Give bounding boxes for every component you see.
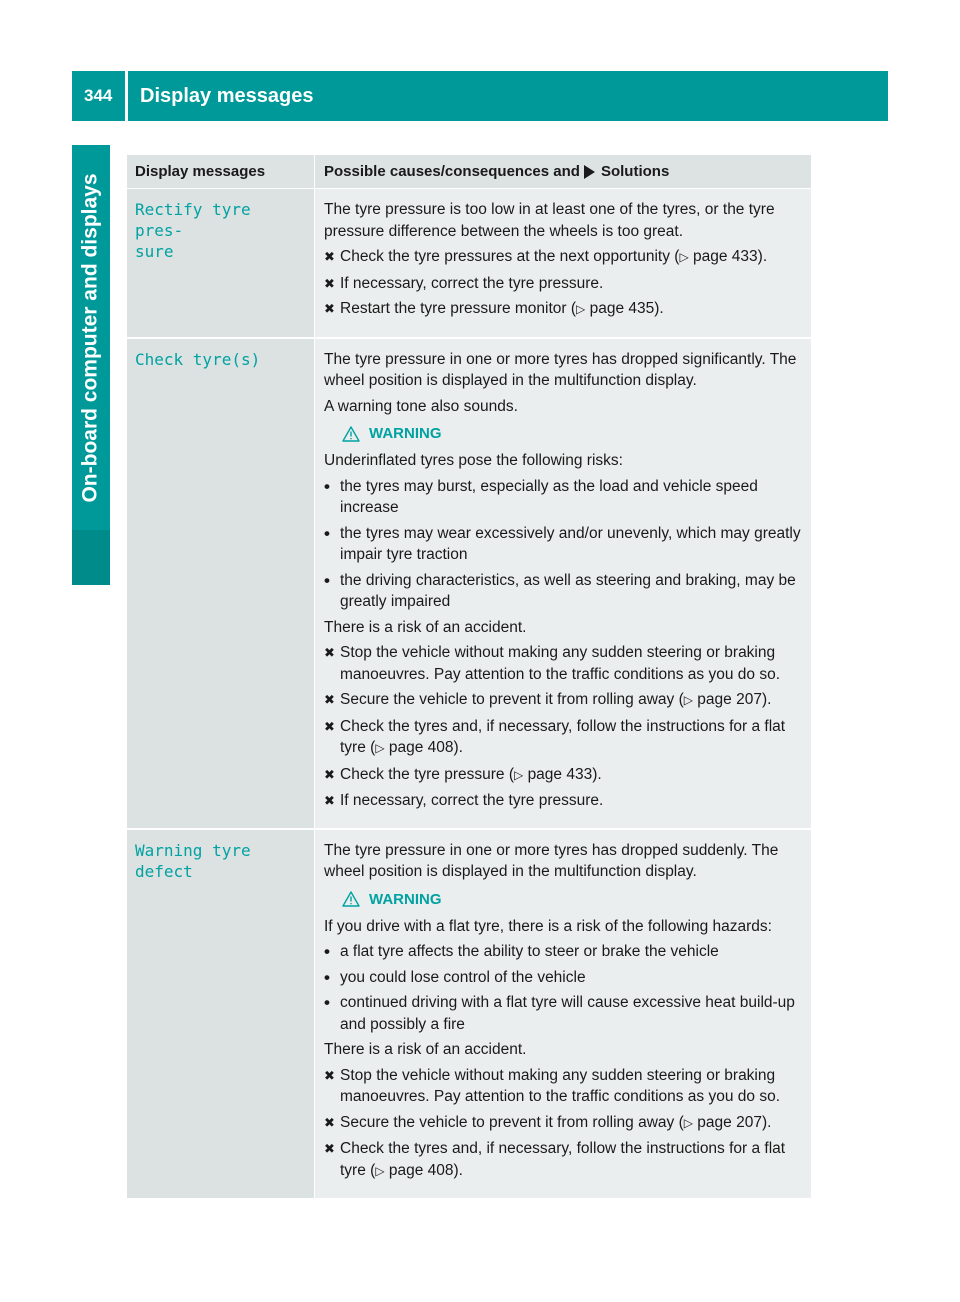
x-marker-icon: ✖ xyxy=(324,645,335,660)
warning-triangle-icon xyxy=(342,891,360,907)
risk-text: the tyres may wear excessively and/or unevenly, which may greatly impair tyre traction xyxy=(340,524,801,563)
bullet-icon: • xyxy=(324,967,330,987)
chapter-side-label-box xyxy=(72,145,110,530)
cause-text: The tyre pressure in one or more tyres has dropped significantly. The wheel position is displayed in the multifunction display. xyxy=(324,350,797,389)
warning-heading xyxy=(324,891,803,908)
instruction-step xyxy=(324,298,803,321)
column-header-solutions: Solutions xyxy=(600,163,670,180)
page-reference: page 408 xyxy=(388,739,454,756)
display-message-code: sure xyxy=(135,242,174,261)
risk-text: a flat tyre affects the ability to steer or brake the vehicle xyxy=(340,943,719,960)
risk-item xyxy=(324,476,803,519)
page-reference-arrow-icon: ▷ xyxy=(514,767,524,782)
causes-solutions-cell xyxy=(314,339,811,828)
x-marker-icon: ✖ xyxy=(324,793,335,808)
chapter-side-label: On-board computer and displays xyxy=(79,172,102,503)
display-message-cell xyxy=(127,339,314,828)
step-text-end: ). xyxy=(592,765,602,783)
cause-text: The tyre pressure in one or more tyres has dropped suddenly. The wheel position is displayed in the multifunction display. xyxy=(324,841,779,880)
display-message-code: Rectify tyre pres- xyxy=(135,200,251,240)
page-reference-arrow-icon: ▷ xyxy=(375,741,385,755)
column-header-causes-solutions xyxy=(314,155,811,188)
instruction-step xyxy=(324,689,803,712)
risk-item xyxy=(324,570,803,613)
display-messages-table xyxy=(127,155,811,1200)
x-marker-icon: ✖ xyxy=(324,275,335,291)
display-message-cell xyxy=(127,189,314,337)
table-row xyxy=(127,189,811,339)
x-marker-icon: ✖ xyxy=(324,1141,335,1156)
x-marker-icon: ✖ xyxy=(324,692,335,707)
step-text: Stop the vehicle without making any sudden steering or braking manoeuvres. Pay attention to the traffic conditions as you do so. xyxy=(340,644,781,683)
display-message-code: Warning tyre defect xyxy=(135,840,251,881)
table-body xyxy=(127,189,811,1200)
bullet-icon: • xyxy=(324,942,330,961)
step-text: Secure the vehicle to prevent it from rolling away ( xyxy=(340,1113,684,1131)
instruction-step xyxy=(324,716,803,760)
column-header-display-messages: Display messages xyxy=(135,163,266,180)
display-message-cell xyxy=(127,830,314,1199)
cause-text: A warning tone also sounds. xyxy=(324,397,518,415)
display-message-code: Check tyre(s) xyxy=(135,349,261,369)
risk-text: the driving characteristics, as well as steering and braking, may be greatly impaired xyxy=(340,571,796,610)
warning-triangle-icon xyxy=(342,426,360,442)
step-text: Check the tyres and, if necessary, follow the instructions for a flat tyre ( xyxy=(340,1140,786,1179)
x-marker-icon: ✖ xyxy=(324,249,335,264)
table-row xyxy=(127,830,811,1201)
instruction-step xyxy=(324,790,803,812)
page-reference-arrow-icon: ▷ xyxy=(683,1115,693,1130)
step-text: Check the tyres and, if necessary, follow the instructions for a flat tyre ( xyxy=(340,717,786,756)
page-reference: page 433 xyxy=(527,765,593,783)
chapter-side-tab-marker xyxy=(72,530,110,585)
table-header xyxy=(127,155,811,189)
page-reference: page 435 xyxy=(589,300,655,317)
page-reference-arrow-icon: ▷ xyxy=(679,250,689,264)
bullet-icon: • xyxy=(324,993,330,1012)
page-header xyxy=(72,71,888,121)
instruction-step xyxy=(324,1112,803,1135)
step-text-end: ). xyxy=(453,739,463,756)
x-marker-icon: ✖ xyxy=(324,766,335,782)
risk-text: continued driving with a flat tyre will cause excessive heat build-up and possibly a fire xyxy=(340,994,795,1033)
x-marker-icon: ✖ xyxy=(324,1114,335,1130)
risk-text: you could lose control of the vehicle xyxy=(340,968,586,986)
warning-label: WARNING xyxy=(369,890,442,908)
page-reference-arrow-icon: ▷ xyxy=(576,302,586,316)
instruction-step xyxy=(324,764,803,787)
step-text: Check the tyre pressures at the next opportunity ( xyxy=(340,248,680,265)
page-reference: page 433 xyxy=(693,248,758,265)
risk-item xyxy=(324,967,803,989)
instruction-step xyxy=(324,1065,803,1108)
step-text: If necessary, correct the tyre pressure. xyxy=(340,792,604,809)
step-text: Secure the vehicle to prevent it from rolling away ( xyxy=(340,691,684,708)
instruction-step xyxy=(324,273,803,295)
risk-item xyxy=(324,523,803,566)
risk-text: the tyres may burst, especially as the load and vehicle speed increase xyxy=(340,477,758,516)
step-text-end: ). xyxy=(654,300,664,317)
x-marker-icon: ✖ xyxy=(324,718,335,734)
bullet-icon: • xyxy=(324,476,330,496)
risk-intro: Underinflated tyres pose the following risks: xyxy=(324,452,623,469)
risk-item xyxy=(324,992,803,1035)
instruction-step xyxy=(324,642,803,685)
page-reference-arrow-icon: ▷ xyxy=(683,693,693,707)
solutions-arrow-icon xyxy=(584,165,595,179)
risk-item xyxy=(324,941,803,963)
column-header-causes: Possible causes/consequences and xyxy=(324,163,580,180)
table-row xyxy=(127,339,811,830)
x-marker-icon: ✖ xyxy=(324,1067,335,1083)
step-text-end: ). xyxy=(453,1161,463,1179)
bullet-icon: • xyxy=(324,570,330,590)
causes-solutions-cell xyxy=(314,189,811,337)
cause-text: The tyre pressure is too low in at least one of the tyres, or the tyre pressure difference between the wheels is too great. xyxy=(324,201,775,240)
page-reference: page 408 xyxy=(388,1161,454,1179)
accident-warning: There is a risk of an accident. xyxy=(324,1041,527,1058)
bullet-icon: • xyxy=(324,523,330,543)
step-text: Stop the vehicle without making any sudden steering or braking manoeuvres. Pay attention to the traffic conditions as you do so. xyxy=(340,1066,781,1105)
causes-solutions-cell xyxy=(314,830,811,1199)
risk-intro: If you drive with a flat tyre, there is a risk of the following hazards: xyxy=(324,917,772,935)
page-reference: page 207 xyxy=(697,1113,762,1131)
warning-label: WARNING xyxy=(369,425,442,442)
x-marker-icon: ✖ xyxy=(324,301,335,316)
instruction-step xyxy=(324,1138,803,1182)
page-number: 344 xyxy=(84,86,113,105)
accident-warning: There is a risk of an accident. xyxy=(324,618,527,636)
instruction-step xyxy=(324,246,803,269)
page-title: Display messages xyxy=(140,84,314,107)
step-text-end: ). xyxy=(761,691,772,708)
step-text: Restart the tyre pressure monitor ( xyxy=(340,300,577,317)
warning-heading xyxy=(324,425,803,442)
page-reference: page 207 xyxy=(697,691,762,708)
step-text-end: ). xyxy=(761,1113,772,1131)
page-reference-arrow-icon: ▷ xyxy=(375,1163,385,1178)
step-text-end: ). xyxy=(757,248,768,265)
step-text: If necessary, correct the tyre pressure. xyxy=(340,274,604,292)
step-text: Check the tyre pressure ( xyxy=(340,765,515,783)
